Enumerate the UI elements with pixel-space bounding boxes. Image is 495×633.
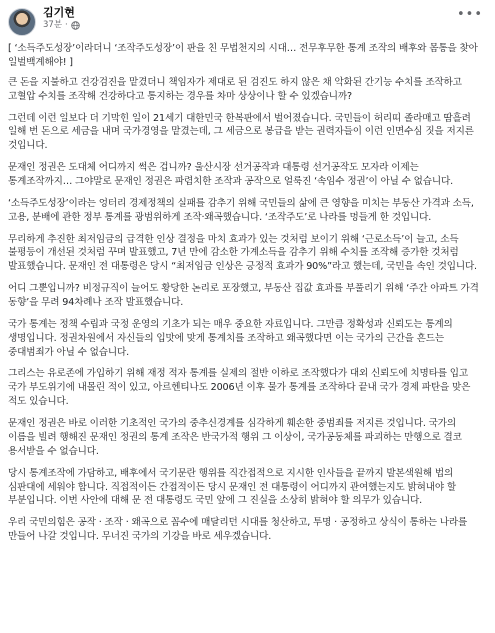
post-paragraph: 우리 국민의힘은 공작 · 조작 · 왜곡으로 꼼수에 매달리던 시대를 청산하고, 투명 · 공정하고 상식이 통하는 나라를 만들어 나갈 것입니다. 무너진 국가의 기강을 바로 세우겠습니다. xyxy=(8,517,468,543)
post-timestamp[interactable]: 37분 xyxy=(43,20,63,30)
post-paragraph: 무리하게 추진한 최저임금의 급격한 인상 결정을 마치 효과가 있는 것처럼 보이기 위해 ‘근로소득’이 늘고, 소득 불평등이 개선된 것처럼 꾸며 발표했고, 7년 만에 감소한 가계소득을 감추기 위해 수치를 조작해 증가한 것처럼 발표했습니다. 문재인 전 대통령은 당시 “최저임금 인상은 긍정적 효과가 90%”라고 했는데, 국민을 속인 것입니다. xyxy=(8,233,477,273)
post-body xyxy=(8,42,487,544)
post-header xyxy=(8,6,487,40)
post-paragraph: 그런데 이런 일보다 더 기막힌 일이 21세기 대한민국 한복판에서 벌어졌습니다. 국민들이 허리띠 졸라매고 땀흘려 일해 번 돈으로 세금을 내며 국가경영을 맡겼는데, 그 세금으로 봉급을 받는 권력자들이 이런 인면수심 짓을 저지른 것입니다. xyxy=(8,112,474,152)
post-paragraph: 당시 통계조작에 가담하고, 배후에서 국기문란 행위를 직간접적으로 지시한 인사들을 끝까지 발본색원해 법의 심판대에 세워야 합니다. 직접적이든 간접적이든 당시 문재인 전 대통령이 어디까지 관여했는지도 밝혀내야 할 부분입니다. 이번 사안에 대해 문 전 대통령도 국민 앞에 그 진실을 소상히 밝혀야 할 의무가 있습니다. xyxy=(8,467,456,507)
post-paragraph: 국가 통계는 정책 수립과 국정 운영의 기초가 되는 매우 중요한 자료입니다. 그만큼 정확성과 신뢰도는 통계의 생명입니다. 정권차원에서 자신들의 입맛에 맞게 통계치를 조작하고 왜곡했다면 이는 국가의 근간을 흔드는 중대범죄가 아닐 수 없습니다. xyxy=(8,318,453,358)
post-paragraph: ‘소득주도성장’이라는 엉터리 경제정책의 실패를 감추기 위해 국민들의 삶에 큰 영향을 미치는 부동산 가격과 소득, 고용, 분배에 관한 정부 통계를 광범위하게 조작·왜곡했습니다. ‘조작주도’로 나라를 멍들게 한 것입니다. xyxy=(8,197,474,223)
post-paragraph: 큰 돈을 지불하고 건강검진을 맡겼더니 책임자가 제대로 된 검진도 하지 않은 채 악화된 간기능 수치를 조작하고 고혈압 수치를 조작해 건강하다고 통지하는 경우를 차마 상상이나 할 수 있겠습니까? xyxy=(8,76,462,102)
post-paragraph: 문재인 정권은 바로 이러한 기초적인 국가의 중추신경계를 심각하게 훼손한 중범죄를 저지른 것입니다. 국가의 이름을 빌려 행해진 문재인 정권의 통계 조작은 반국가적 행위 그 이상이, 국가공동체를 파괴하는 만행으로 결코 용서받을 수 없습니다. xyxy=(8,418,462,457)
globe-icon[interactable] xyxy=(71,21,80,30)
post-time-row xyxy=(43,19,80,32)
author-avatar[interactable] xyxy=(8,8,36,36)
post-paragraph: 문재인 정권은 도대체 어디까지 썩은 겁니까? 울산시장 선거공작과 대통령 선거공작도 모자라 이제는 통계조작까지… 그야말로 문재인 정권은 파렴치한 조작과 공작으로 얼룩진 ‘속임수 정권’이 아닐 수 없습니다. xyxy=(8,162,453,188)
dot-separator: · xyxy=(65,20,68,30)
post-meta xyxy=(43,6,80,32)
post-headline: [ ‘소득주도성장’이라더니 ‘조작주도성장’이 판을 친 무법천지의 시대… 전무후무한 통계 조작의 배후와 몸통을 찾아 일벌백계해야! ] xyxy=(8,43,478,68)
post-paragraph: 그리스는 유로존에 가입하기 위해 재정 적자 통계를 실제의 절반 이하로 조작했다가 대외 신뢰도에 치명타를 입고 국가 부도위기에 내몰린 적이 있고, 아르헨티나도 2006년 이후 물가 통계를 조작하다 끝내 국가 경제 파탄을 맞은 적도 있습니다. xyxy=(8,368,471,408)
post-paragraph: 어디 그뿐입니까? 비정규직이 늘어도 황당한 논리로 포장했고, 부동산 집값 효과를 부풀리기 위해 ‘주간 아파트 가격 동향’을 무려 94차례나 조작 발표했습니다. xyxy=(8,283,479,309)
author-name[interactable]: 김기현 xyxy=(43,6,75,19)
more-options-icon[interactable]: ••• xyxy=(456,7,483,22)
